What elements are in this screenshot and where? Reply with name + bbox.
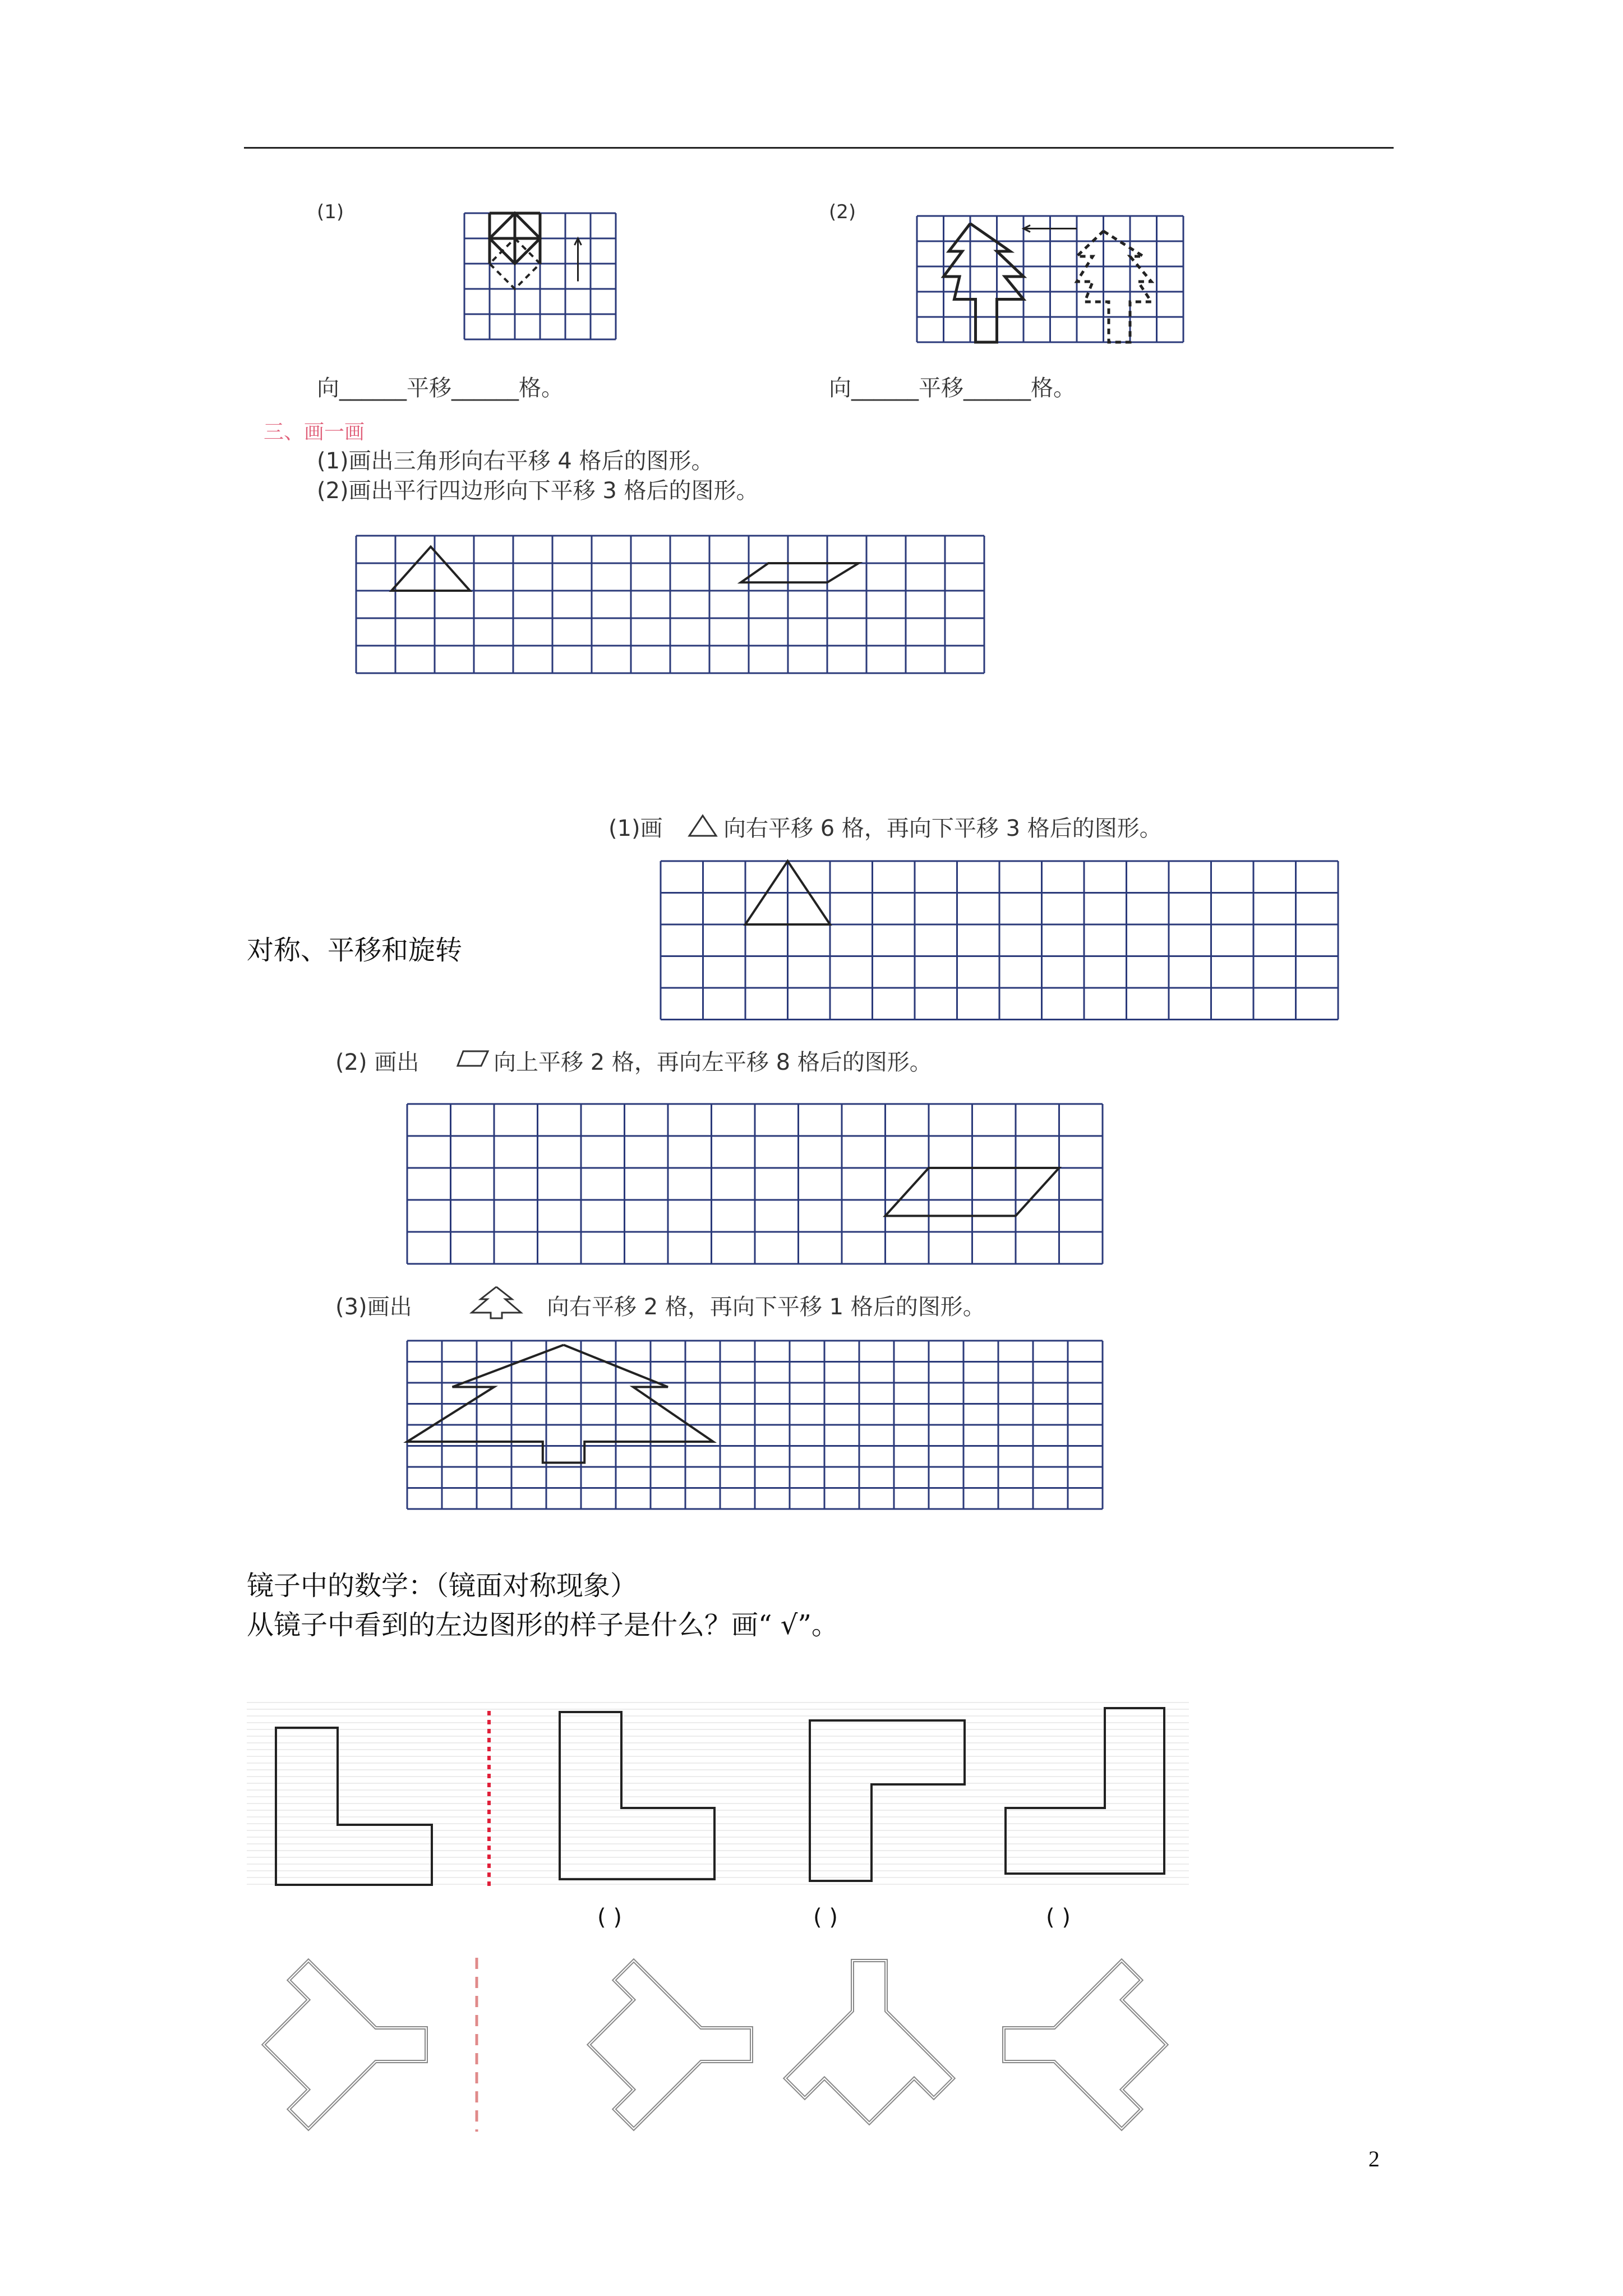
arrow-original (264, 1961, 426, 2129)
mirror-arrow-shapes (247, 1952, 1189, 2137)
section3-title: 三、画一画 (264, 421, 365, 444)
option-L-shape-3 (1006, 1708, 1164, 1874)
arrow-option-3 (1004, 1961, 1166, 2129)
answer-paren-1[interactable]: ( ) (597, 1904, 622, 1930)
section4-item1-post: 向右平移 6 格，再向下平移 3 格后的图形。 (723, 816, 1162, 841)
side-topic-label: 对称、平移和旋转 (247, 935, 463, 966)
section3-item1: (1)画出三角形向右平移 4 格后的图形。 (317, 448, 714, 474)
mirror-question: 从镜子中看到的左边图形的样子是什么？画“ √”。 (247, 1609, 838, 1641)
arrow-option-2 (785, 1961, 953, 2123)
ex1-blank-1: 向______平移______格。 (317, 375, 564, 401)
arrow-option-1 (589, 1961, 751, 2129)
answer-paren-3[interactable]: ( ) (1046, 1904, 1071, 1930)
mirror-title: 镜子中的数学：（镜面对称现象） (247, 1570, 638, 1602)
grid-lines (407, 1341, 1103, 1509)
section4-item2-post: 向上平移 2 格，再向左平移 8 格后的图形。 (494, 1050, 932, 1075)
ex1-blank-2: 向______平移______格。 (829, 375, 1076, 401)
answer-paren-2[interactable]: ( ) (813, 1904, 838, 1930)
section4-item3-pre: (3)画出 (335, 1294, 412, 1320)
page-number: 2 (1368, 2146, 1380, 2171)
original-L-shape (276, 1728, 432, 1885)
section3-item2: (2)画出平行四边形向下平移 3 格后的图形。 (317, 478, 759, 504)
mirror-L-shapes (247, 1703, 1189, 1893)
option-L-shape-1 (560, 1712, 714, 1879)
ex1-label-1: (1) (317, 201, 344, 223)
section4-item1-pre: (1)画 (608, 816, 663, 841)
section4-item2-pre: (2) 画出 (335, 1050, 419, 1075)
section4-item3-post: 向右平移 2 格，再向下平移 1 格后的图形。 (547, 1294, 985, 1320)
ex1-label-2: (2) (829, 201, 856, 223)
